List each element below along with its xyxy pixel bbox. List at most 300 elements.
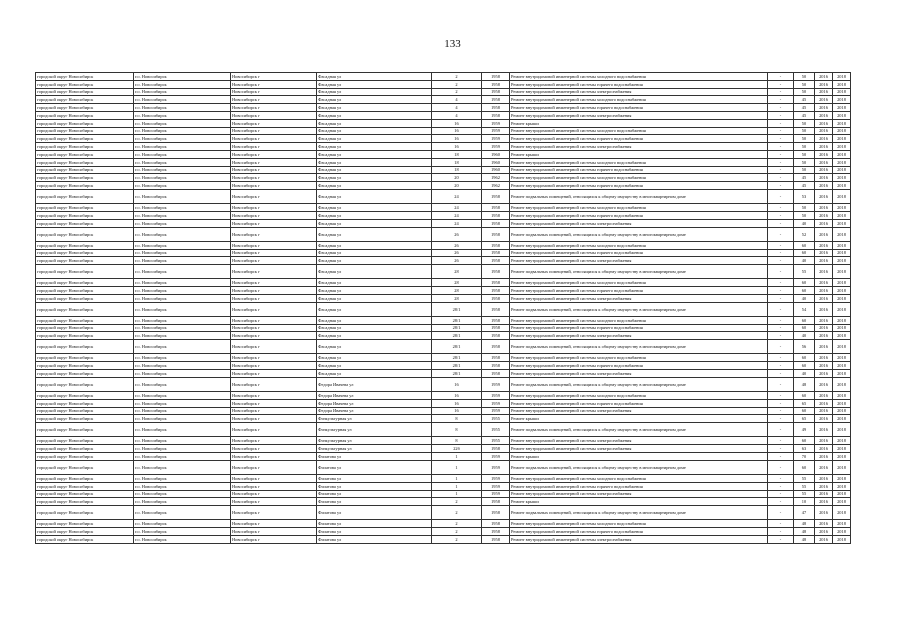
cell-house-number: 2 [432, 80, 482, 88]
cell-dash: - [768, 362, 794, 370]
cell-work-type: Ремонт внутридомовой инженерной системы холодного водоснабжения [510, 174, 768, 182]
cell-street: Фасадная ул [317, 174, 432, 182]
table-row [36, 265, 851, 279]
cell-urban-district: г.о. Новосибирск [134, 415, 231, 423]
cell-start-year: 2016 [815, 241, 833, 249]
cell-end-year: 2018 [833, 127, 851, 135]
table-row [36, 332, 851, 340]
cell-dash: - [768, 340, 794, 354]
cell-build-year: 1959 [482, 490, 510, 498]
cell-urban-district: г.о. Новосибирск [134, 80, 231, 88]
cell-municipality: городской округ Новосибирск [36, 219, 134, 227]
cell-end-year: 2018 [833, 96, 851, 104]
cell-build-year: 1962 [482, 182, 510, 190]
table-row [36, 535, 851, 543]
cell-start-year: 2016 [815, 482, 833, 490]
cell-work-type: Ремонт внутридомовой инженерной системы горячего водоснабжения [510, 80, 768, 88]
cell-start-year: 2016 [815, 316, 833, 324]
cell-house-number: 28/1 [432, 362, 482, 370]
cell-start-year: 2016 [815, 182, 833, 190]
table-row [36, 127, 851, 135]
cell-dash: - [768, 80, 794, 88]
table-row [36, 227, 851, 241]
cell-urban-district: г.о. Новосибирск [134, 332, 231, 340]
cell-street: Фасадная ул [317, 354, 432, 362]
cell-dash: - [768, 294, 794, 302]
cell-urban-district: г.о. Новосибирск [134, 227, 231, 241]
table-row [36, 119, 851, 127]
cell-value: 50 [794, 143, 815, 151]
cell-work-type: Ремонт внутридомовой инженерной системы горячего водоснабжения [510, 166, 768, 174]
cell-work-type: Ремонт внутридомовой инженерной системы холодного водоснабжения [510, 158, 768, 166]
cell-work-type: Ремонт внутридомовой инженерной системы электроснабжения [510, 88, 768, 96]
cell-end-year: 2018 [833, 528, 851, 536]
cell-build-year: 1958 [482, 104, 510, 112]
cell-street: Фасадная ул [317, 302, 432, 316]
cell-house-number: 2 [432, 535, 482, 543]
cell-value: 55 [794, 490, 815, 498]
cell-locality: Новосибирск г [231, 287, 317, 295]
cell-municipality: городской округ Новосибирск [36, 174, 134, 182]
cell-start-year: 2016 [815, 407, 833, 415]
cell-locality: Новосибирск г [231, 407, 317, 415]
cell-dash: - [768, 96, 794, 104]
cell-locality: Новосибирск г [231, 370, 317, 378]
cell-urban-district: г.о. Новосибирск [134, 174, 231, 182]
cell-dash: - [768, 127, 794, 135]
cell-locality: Новосибирск г [231, 166, 317, 174]
cell-work-type: Ремонт подвальных помещений, относящихся к общему имуществу в многоквартирном доме [510, 460, 768, 474]
cell-start-year: 2016 [815, 392, 833, 400]
cell-start-year: 2016 [815, 279, 833, 287]
cell-house-number: 16 [432, 127, 482, 135]
cell-end-year: 2018 [833, 249, 851, 257]
cell-street: Фасадная ул [317, 182, 432, 190]
cell-value: 60 [794, 460, 815, 474]
cell-locality: Новосибирск г [231, 182, 317, 190]
cell-street: Фасадная ул [317, 189, 432, 203]
cell-value: 52 [794, 227, 815, 241]
cell-work-type: Ремонт подвальных помещений, относящихся к общему имуществу в многоквартирном доме [510, 340, 768, 354]
cell-street: Фасадная ул [317, 249, 432, 257]
cell-locality: Новосибирск г [231, 104, 317, 112]
cell-street: Фасадная ул [317, 265, 432, 279]
cell-house-number: 26 [432, 241, 482, 249]
cell-municipality: городской округ Новосибирск [36, 287, 134, 295]
cell-house-number: 16 [432, 143, 482, 151]
cell-street: Фасадная ул [317, 316, 432, 324]
cell-build-year: 1958 [482, 324, 510, 332]
cell-locality: Новосибирск г [231, 257, 317, 265]
cell-value: 40 [794, 370, 815, 378]
cell-house-number: 2 [432, 528, 482, 536]
cell-end-year: 2018 [833, 257, 851, 265]
cell-work-type: Ремонт подвальных помещений, относящихся к общему имуществу в многоквартирном доме [510, 227, 768, 241]
cell-build-year: 1958 [482, 498, 510, 506]
cell-end-year: 2018 [833, 482, 851, 490]
cell-start-year: 2016 [815, 80, 833, 88]
table-row [36, 211, 851, 219]
cell-start-year: 2016 [815, 340, 833, 354]
cell-municipality: городской округ Новосибирск [36, 445, 134, 453]
cell-house-number: 28/1 [432, 370, 482, 378]
cell-build-year: 1958 [482, 219, 510, 227]
cell-dash: - [768, 423, 794, 437]
cell-value: 48 [794, 535, 815, 543]
cell-build-year: 1959 [482, 127, 510, 135]
cell-street: Филатова ул [317, 490, 432, 498]
cell-street: Фасадная ул [317, 324, 432, 332]
cell-dash: - [768, 535, 794, 543]
cell-start-year: 2016 [815, 135, 833, 143]
cell-urban-district: г.о. Новосибирск [134, 73, 231, 81]
cell-urban-district: г.о. Новосибирск [134, 166, 231, 174]
cell-build-year: 1958 [482, 370, 510, 378]
cell-locality: Новосибирск г [231, 241, 317, 249]
cell-urban-district: г.о. Новосибирск [134, 211, 231, 219]
cell-work-type: Ремонт внутридомовой инженерной системы холодного водоснабжения [510, 73, 768, 81]
cell-house-number: 28/1 [432, 340, 482, 354]
cell-municipality: городской округ Новосибирск [36, 257, 134, 265]
cell-house-number: 1 [432, 474, 482, 482]
cell-value: 45 [794, 174, 815, 182]
cell-street: Федора Ивачева ул [317, 392, 432, 400]
cell-build-year: 1958 [482, 211, 510, 219]
table-row [36, 189, 851, 203]
cell-house-number: 16 [432, 377, 482, 391]
cell-street: Фасадная ул [317, 294, 432, 302]
cell-value: 50 [794, 150, 815, 158]
table-row [36, 474, 851, 482]
cell-locality: Новосибирск г [231, 96, 317, 104]
cell-urban-district: г.о. Новосибирск [134, 324, 231, 332]
table-row [36, 490, 851, 498]
cell-urban-district: г.о. Новосибирск [134, 249, 231, 257]
cell-value: 45 [794, 96, 815, 104]
cell-start-year: 2016 [815, 528, 833, 536]
cell-end-year: 2018 [833, 377, 851, 391]
cell-start-year: 2016 [815, 219, 833, 227]
cell-dash: - [768, 377, 794, 391]
cell-start-year: 2016 [815, 143, 833, 151]
cell-urban-district: г.о. Новосибирск [134, 119, 231, 127]
cell-end-year: 2018 [833, 302, 851, 316]
cell-municipality: городской округ Новосибирск [36, 127, 134, 135]
cell-locality: Новосибирск г [231, 135, 317, 143]
cell-municipality: городской округ Новосибирск [36, 370, 134, 378]
cell-work-type: Ремонт внутридомовой инженерной системы холодного водоснабжения [510, 474, 768, 482]
table-row [36, 460, 851, 474]
cell-start-year: 2016 [815, 354, 833, 362]
cell-end-year: 2018 [833, 287, 851, 295]
cell-end-year: 2018 [833, 460, 851, 474]
cell-street: Физкультурная ул [317, 445, 432, 453]
cell-house-number: 28 [432, 265, 482, 279]
cell-build-year: 1958 [482, 227, 510, 241]
cell-house-number: 26 [432, 227, 482, 241]
cell-dash: - [768, 111, 794, 119]
cell-municipality: городской округ Новосибирск [36, 88, 134, 96]
cell-end-year: 2018 [833, 265, 851, 279]
cell-house-number: 8 [432, 415, 482, 423]
cell-locality: Новосибирск г [231, 520, 317, 528]
cell-build-year: 1958 [482, 302, 510, 316]
table-row [36, 528, 851, 536]
cell-urban-district: г.о. Новосибирск [134, 377, 231, 391]
cell-municipality: городской округ Новосибирск [36, 535, 134, 543]
cell-municipality: городской округ Новосибирск [36, 249, 134, 257]
cell-municipality: городской округ Новосибирск [36, 119, 134, 127]
table-row [36, 204, 851, 212]
cell-house-number: 16 [432, 407, 482, 415]
cell-end-year: 2018 [833, 158, 851, 166]
cell-locality: Новосибирск г [231, 423, 317, 437]
cell-house-number: 2 [432, 506, 482, 520]
cell-value: 65 [794, 399, 815, 407]
table-row [36, 506, 851, 520]
cell-urban-district: г.о. Новосибирск [134, 445, 231, 453]
table-row [36, 392, 851, 400]
table-row [36, 96, 851, 104]
cell-value: 63 [794, 445, 815, 453]
cell-locality: Новосибирск г [231, 111, 317, 119]
cell-street: Фасадная ул [317, 227, 432, 241]
cell-street: Фасадная ул [317, 219, 432, 227]
cell-locality: Новосибирск г [231, 211, 317, 219]
cell-municipality: городской округ Новосибирск [36, 96, 134, 104]
cell-locality: Новосибирск г [231, 340, 317, 354]
cell-value: 60 [794, 392, 815, 400]
cell-value: 55 [794, 482, 815, 490]
table-row [36, 80, 851, 88]
cell-start-year: 2016 [815, 460, 833, 474]
cell-locality: Новосибирск г [231, 332, 317, 340]
cell-work-type: Ремонт крыши [510, 150, 768, 158]
cell-start-year: 2016 [815, 150, 833, 158]
cell-start-year: 2016 [815, 73, 833, 81]
cell-build-year: 1960 [482, 158, 510, 166]
cell-start-year: 2016 [815, 490, 833, 498]
cell-start-year: 2016 [815, 96, 833, 104]
cell-urban-district: г.о. Новосибирск [134, 111, 231, 119]
cell-build-year: 1958 [482, 316, 510, 324]
cell-dash: - [768, 249, 794, 257]
cell-build-year: 1958 [482, 80, 510, 88]
cell-locality: Новосибирск г [231, 88, 317, 96]
cell-build-year: 1959 [482, 474, 510, 482]
cell-build-year: 1958 [482, 204, 510, 212]
cell-house-number: 24 [432, 219, 482, 227]
cell-value: 60 [794, 241, 815, 249]
cell-municipality: городской округ Новосибирск [36, 302, 134, 316]
table-row [36, 302, 851, 316]
cell-value: 60 [794, 279, 815, 287]
cell-locality: Новосибирск г [231, 377, 317, 391]
cell-dash: - [768, 158, 794, 166]
cell-work-type: Ремонт крыши [510, 453, 768, 461]
cell-value: 50 [794, 135, 815, 143]
cell-street: Фасадная ул [317, 143, 432, 151]
cell-dash: - [768, 498, 794, 506]
cell-house-number: 4 [432, 96, 482, 104]
cell-house-number: 2 [432, 520, 482, 528]
cell-dash: - [768, 166, 794, 174]
cell-value: 40 [794, 294, 815, 302]
cell-start-year: 2016 [815, 423, 833, 437]
cell-build-year: 1955 [482, 437, 510, 445]
cell-start-year: 2016 [815, 332, 833, 340]
table-row [36, 294, 851, 302]
cell-municipality: городской округ Новосибирск [36, 407, 134, 415]
cell-locality: Новосибирск г [231, 249, 317, 257]
cell-municipality: городской округ Новосибирск [36, 182, 134, 190]
cell-municipality: городской округ Новосибирск [36, 340, 134, 354]
cell-build-year: 1958 [482, 111, 510, 119]
cell-urban-district: г.о. Новосибирск [134, 241, 231, 249]
cell-value: 60 [794, 287, 815, 295]
cell-start-year: 2016 [815, 324, 833, 332]
cell-street: Филатова ул [317, 520, 432, 528]
cell-locality: Новосибирск г [231, 302, 317, 316]
cell-urban-district: г.о. Новосибирск [134, 182, 231, 190]
cell-build-year: 1959 [482, 143, 510, 151]
cell-house-number: 26 [432, 249, 482, 257]
cell-street: Филатова ул [317, 453, 432, 461]
cell-house-number: 28/1 [432, 354, 482, 362]
cell-start-year: 2016 [815, 294, 833, 302]
cell-municipality: городской округ Новосибирск [36, 316, 134, 324]
cell-work-type: Ремонт внутридомовой инженерной системы горячего водоснабжения [510, 362, 768, 370]
cell-build-year: 1958 [482, 445, 510, 453]
cell-start-year: 2016 [815, 437, 833, 445]
cell-dash: - [768, 88, 794, 96]
cell-urban-district: г.о. Новосибирск [134, 287, 231, 295]
table-row [36, 354, 851, 362]
cell-dash: - [768, 490, 794, 498]
cell-municipality: городской округ Новосибирск [36, 482, 134, 490]
cell-dash: - [768, 182, 794, 190]
cell-street: Филатова ул [317, 474, 432, 482]
cell-house-number: 20 [432, 182, 482, 190]
table-row [36, 482, 851, 490]
cell-locality: Новосибирск г [231, 498, 317, 506]
cell-house-number: 28 [432, 294, 482, 302]
cell-house-number: 1 [432, 460, 482, 474]
cell-house-number: 16 [432, 135, 482, 143]
cell-street: Фасадная ул [317, 257, 432, 265]
cell-locality: Новосибирск г [231, 437, 317, 445]
cell-locality: Новосибирск г [231, 354, 317, 362]
cell-dash: - [768, 119, 794, 127]
cell-urban-district: г.о. Новосибирск [134, 453, 231, 461]
cell-work-type: Ремонт внутридомовой инженерной системы холодного водоснабжения [510, 127, 768, 135]
cell-end-year: 2018 [833, 535, 851, 543]
cell-work-type: Ремонт внутридомовой инженерной системы холодного водоснабжения [510, 354, 768, 362]
cell-urban-district: г.о. Новосибирск [134, 104, 231, 112]
cell-end-year: 2018 [833, 324, 851, 332]
cell-house-number: 28/1 [432, 302, 482, 316]
cell-build-year: 1958 [482, 332, 510, 340]
cell-dash: - [768, 211, 794, 219]
cell-build-year: 1958 [482, 362, 510, 370]
cell-municipality: городской округ Новосибирск [36, 265, 134, 279]
cell-value: 60 [794, 316, 815, 324]
cell-end-year: 2018 [833, 490, 851, 498]
cell-urban-district: г.о. Новосибирск [134, 265, 231, 279]
cell-start-year: 2016 [815, 119, 833, 127]
cell-locality: Новосибирск г [231, 316, 317, 324]
cell-locality: Новосибирск г [231, 535, 317, 543]
cell-end-year: 2018 [833, 399, 851, 407]
cell-start-year: 2016 [815, 498, 833, 506]
cell-end-year: 2018 [833, 73, 851, 81]
cell-start-year: 2016 [815, 265, 833, 279]
cell-end-year: 2018 [833, 80, 851, 88]
cell-build-year: 1958 [482, 340, 510, 354]
cell-dash: - [768, 399, 794, 407]
cell-urban-district: г.о. Новосибирск [134, 150, 231, 158]
cell-build-year: 1958 [482, 287, 510, 295]
cell-locality: Новосибирск г [231, 174, 317, 182]
table-row [36, 423, 851, 437]
cell-municipality: городской округ Новосибирск [36, 528, 134, 536]
cell-municipality: городской округ Новосибирск [36, 437, 134, 445]
cell-house-number: 18 [432, 158, 482, 166]
cell-start-year: 2016 [815, 166, 833, 174]
cell-urban-district: г.о. Новосибирск [134, 340, 231, 354]
cell-street: Фасадная ул [317, 104, 432, 112]
cell-locality: Новосибирск г [231, 324, 317, 332]
cell-urban-district: г.о. Новосибирск [134, 535, 231, 543]
table-row [36, 104, 851, 112]
cell-municipality: городской округ Новосибирск [36, 392, 134, 400]
cell-urban-district: г.о. Новосибирск [134, 158, 231, 166]
cell-locality: Новосибирск г [231, 294, 317, 302]
cell-municipality: городской округ Новосибирск [36, 158, 134, 166]
cell-urban-district: г.о. Новосибирск [134, 279, 231, 287]
cell-municipality: городской округ Новосибирск [36, 498, 134, 506]
cell-end-year: 2018 [833, 204, 851, 212]
cell-locality: Новосибирск г [231, 189, 317, 203]
cell-build-year: 1960 [482, 150, 510, 158]
cell-street: Фасадная ул [317, 204, 432, 212]
cell-urban-district: г.о. Новосибирск [134, 498, 231, 506]
cell-build-year: 1959 [482, 392, 510, 400]
cell-house-number: 24 [432, 189, 482, 203]
cell-build-year: 1958 [482, 249, 510, 257]
cell-municipality: городской округ Новосибирск [36, 377, 134, 391]
cell-build-year: 1958 [482, 265, 510, 279]
cell-value: 50 [794, 119, 815, 127]
cell-house-number: 18 [432, 166, 482, 174]
cell-end-year: 2018 [833, 294, 851, 302]
cell-end-year: 2018 [833, 150, 851, 158]
cell-start-year: 2016 [815, 104, 833, 112]
table-row [36, 73, 851, 81]
cell-house-number: 22б [432, 445, 482, 453]
cell-urban-district: г.о. Новосибирск [134, 407, 231, 415]
cell-build-year: 1955 [482, 415, 510, 423]
cell-start-year: 2016 [815, 399, 833, 407]
cell-work-type: Ремонт внутридомовой инженерной системы горячего водоснабжения [510, 182, 768, 190]
cell-value: 60 [794, 324, 815, 332]
cell-value: 53 [794, 189, 815, 203]
cell-house-number: 8 [432, 423, 482, 437]
cell-street: Фасадная ул [317, 111, 432, 119]
cell-street: Фасадная ул [317, 340, 432, 354]
cell-locality: Новосибирск г [231, 80, 317, 88]
cell-municipality: городской округ Новосибирск [36, 453, 134, 461]
